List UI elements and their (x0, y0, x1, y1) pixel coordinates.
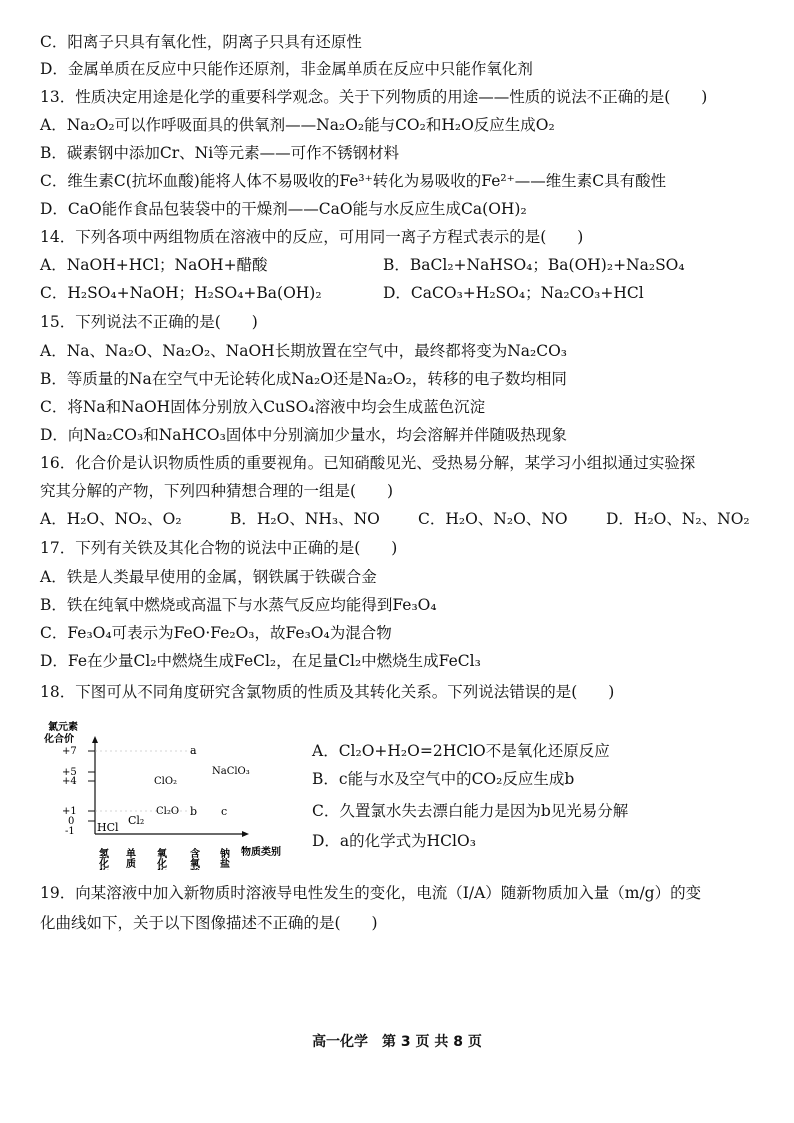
q17-option-d: D．Fe在少量Cl₂中燃烧生成FeCl₂，在足量Cl₂中燃烧生成FeCl₃ (40, 652, 481, 670)
q16-option-c: C．H₂O、N₂O、NO (418, 510, 568, 528)
page-footer: 高一化学 第 3 页 共 8 页 (312, 1034, 482, 1050)
y-tick-label: +1 (62, 806, 77, 817)
q13-stem: 13．性质决定用途是化学的重要科学观念。关于下列物质的用途——性质的说法不正确的是( ) (40, 88, 708, 106)
point-b: b (190, 805, 198, 818)
valence-category-plot (40, 720, 300, 870)
q19-stem-line2: 化曲线如下，关于以下图像描述不正确的是( ) (40, 914, 378, 932)
point-naclo3: NaClO₃ (212, 766, 250, 777)
q13-option-c: C．维生素C(抗坏血酸)能将人体不易吸收的Fe³⁺转化为易吸收的Fe²⁺——维生素C具有酸性 (40, 172, 667, 190)
q16-option-a: A．H₂O、NO₂、O₂ (40, 510, 182, 528)
q16-option-d: D．H₂O、N₂、NO₂ (606, 510, 750, 528)
point-cl2: Cl₂ (128, 814, 145, 827)
q15-option-c: C．将Na和NaOH固体分别放入CuSO₄溶液中均会生成蓝色沉淀 (40, 398, 486, 416)
y-axis-arrow (92, 736, 98, 743)
q17-option-c: C．Fe₃O₄可表示为FeO·Fe₂O₃，故Fe₃O₄为混合物 (40, 624, 392, 642)
q17-option-a: A．铁是人类最早使用的金属，钢铁属于铁碳合金 (40, 568, 377, 586)
q15-option-a: A．Na、Na₂O、Na₂O₂、NaOH长期放置在空气中，最终都将变为Na₂CO₃ (40, 342, 567, 360)
x-axis-title: 物质类别 (241, 847, 281, 858)
q14-option-d: D．CaCO₃+H₂SO₄；Na₂CO₃+HCl (383, 284, 644, 302)
q17-option-b: B．铁在纯氧中燃烧或高温下与水蒸气反应均能得到Fe₃O₄ (40, 596, 437, 614)
x-axis-arrow (242, 831, 249, 837)
q18-option-c: C．久置氯水失去漂白能力是因为b见光易分解 (312, 802, 629, 820)
q16-stem-line2: 究其分解的产物，下列四种猜想合理的一组是( ) (40, 482, 394, 500)
q14-option-a: A．NaOH+HCl；NaOH+醋酸 (40, 256, 268, 274)
point-cl2o: Cl₂O (156, 806, 180, 817)
q17-stem: 17．下列有关铁及其化合物的说法中正确的是( ) (40, 539, 398, 557)
q15-option-b: B．等质量的Na在空气中无论转化成Na₂O还是Na₂O₂，转移的电子数均相同 (40, 370, 567, 388)
q15-option-d: D．向Na₂CO₃和NaHCO₃固体中分别滴加少量水，均会溶解并伴随吸热现象 (40, 426, 567, 444)
y-axis-title-line1: 氯元素 (48, 722, 78, 733)
x-category-label: 含氧酸 (187, 848, 199, 870)
y-tick-label: 0 (68, 816, 75, 827)
point-a: a (190, 744, 197, 757)
x-category-label: 钠盐 (217, 848, 229, 868)
q18-option-b: B．c能与水及空气中的CO₂反应生成b (312, 770, 575, 788)
y-axis-title-line2: 化合价 (44, 734, 74, 745)
chlorine-valence-diagram (40, 720, 300, 870)
q14-stem: 14．下列各项中两组物质在溶液中的反应，可用同一离子方程式表示的是( ) (40, 228, 584, 246)
y-tick-label: +5 (62, 767, 77, 778)
x-category-label: 氢化物 (96, 848, 108, 870)
q18-option-d: D．a的化学式为HClO₃ (312, 832, 476, 850)
q13-option-d: D．CaO能作食品包装袋中的干燥剂——CaO能与水反应生成Ca(OH)₂ (40, 200, 527, 218)
y-tick-label: -1 (65, 826, 75, 837)
q12-option-d: D．金属单质在反应中只能作还原剂，非金属单质在反应中只能作氧化剂 (40, 60, 533, 78)
q19-stem-line1: 19．向某溶液中加入新物质时溶液导电性发生的变化，电流（I/A）随新物质加入量（m/g）的变 (40, 884, 702, 902)
y-tick-label: +7 (62, 746, 77, 757)
x-category-label: 氧化物 (154, 848, 166, 870)
q18-option-a: A．Cl₂O+H₂O=2HClO不是氧化还原反应 (312, 742, 610, 760)
y-tick-label: +4 (62, 776, 77, 787)
q16-option-b: B．H₂O、NH₃、NO (230, 510, 380, 528)
point-clo2: ClO₂ (154, 776, 178, 787)
q13-option-b: B．碳素钢中添加Cr、Ni等元素——可作不锈钢材料 (40, 144, 400, 162)
point-hcl: HCl (97, 821, 119, 834)
x-category-label: 单质 (123, 848, 135, 868)
q14-option-c: C．H₂SO₄+NaOH；H₂SO₄+Ba(OH)₂ (40, 284, 322, 302)
q16-stem-line1: 16．化合价是认识物质性质的重要视角。已知硝酸见光、受热易分解，某学习小组拟通过实验探 (40, 454, 696, 472)
q12-option-c: C．阳离子只具有氧化性，阴离子只具有还原性 (40, 33, 362, 51)
q13-option-a: A．Na₂O₂可以作呼吸面具的供氧剂——Na₂O₂能与CO₂和H₂O反应生成O₂ (40, 116, 555, 134)
q15-stem: 15．下列说法不正确的是( ) (40, 313, 258, 331)
point-c: c (221, 805, 228, 818)
q14-option-b: B．BaCl₂+NaHSO₄；Ba(OH)₂+Na₂SO₄ (383, 256, 685, 274)
q18-stem: 18．下图可从不同角度研究含氯物质的性质及其转化关系。下列说法错误的是( ) (40, 683, 615, 701)
